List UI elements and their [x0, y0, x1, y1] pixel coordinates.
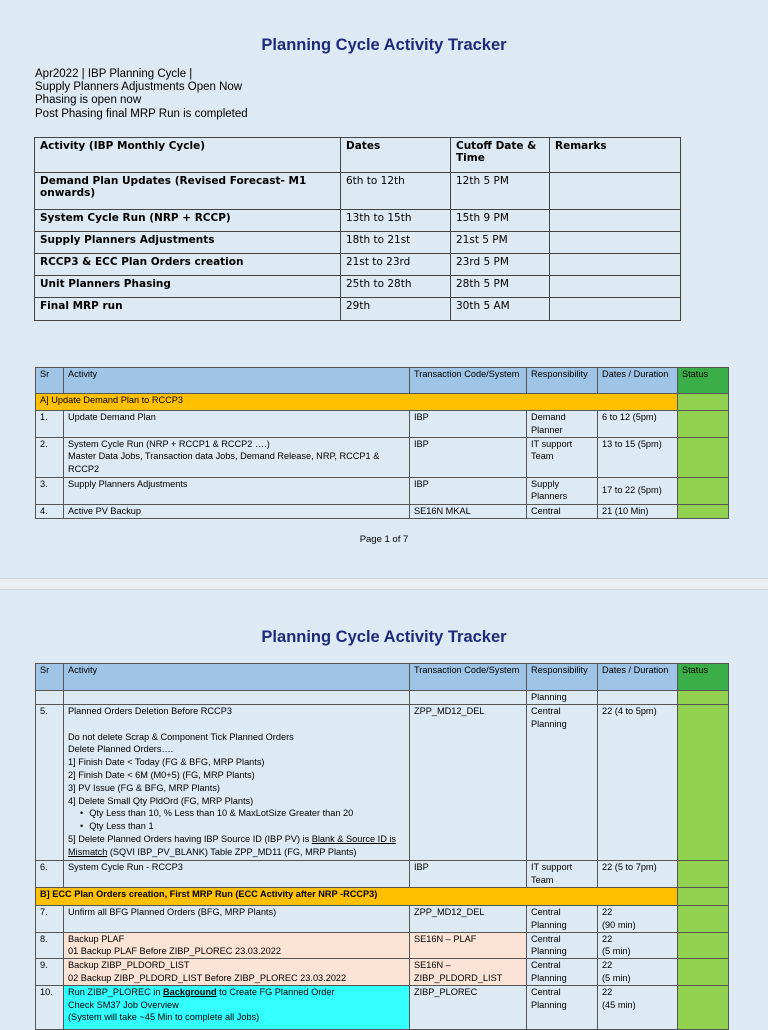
cell-cutoff: 12th 5 PM: [451, 173, 550, 210]
activity-line: [68, 833, 405, 859]
detail-table-page-2: [35, 663, 729, 1030]
cell-dates: 22 (4 to 5pm): [598, 705, 678, 861]
table-row: [36, 504, 729, 518]
cell-sr: 3.: [36, 477, 64, 504]
cell-tcode: ZPP_MD12_DEL: [410, 906, 527, 933]
cell-activity: [64, 932, 410, 959]
cell-activity: Final MRP run: [35, 298, 341, 321]
status-cell: [678, 411, 729, 438]
cell-tcode: [410, 691, 527, 705]
status-cell: [678, 394, 729, 411]
cell-sr: 8.: [36, 932, 64, 959]
cell-tcode: IBP: [410, 437, 527, 477]
cell-dates: 22 (5 to 7pm): [598, 861, 678, 888]
cell-activity: Supply Planners Adjustments: [64, 477, 410, 504]
table-row: [36, 861, 729, 888]
header-dates: Dates / Duration: [598, 664, 678, 691]
activity-line: 4] Delete Small Qty PldOrd (FG, MRP Plants): [68, 795, 254, 806]
table-row: [36, 985, 729, 1029]
intro-line: Phasing is open now: [35, 94, 142, 107]
section-title: B] ECC Plan Orders creation, First MRP Run (ECC Activity after NRP -RCCP3): [36, 888, 678, 906]
status-cell: [678, 477, 729, 504]
cell-activity: System Cycle Run - RCCP3: [64, 861, 410, 888]
section-title: A] Update Demand Plan to RCCP3: [36, 394, 678, 411]
cell-tcode: ZPP_MD12_DEL: [410, 705, 527, 861]
cell-sr: [36, 691, 64, 705]
status-cell: [678, 932, 729, 959]
cell-activity: Active PV Backup: [64, 504, 410, 518]
cell-dates: 6th to 12th: [341, 173, 451, 210]
cell-sr: 4.: [36, 504, 64, 518]
cell-dates: 6 to 12 (5pm): [598, 411, 678, 438]
cell-tcode: ZIBP_PLOREC: [410, 985, 527, 1029]
cell-sr: 5.: [36, 705, 64, 861]
cell-dates: 25th to 28th: [341, 276, 451, 298]
table-row: [36, 906, 729, 933]
activity-line: [68, 718, 405, 731]
page-2: [0, 590, 768, 1024]
cell-dates: 18th to 21st: [341, 232, 451, 254]
activity-line: Check SM37 Job Overview: [68, 999, 179, 1010]
cell-remarks: [550, 276, 681, 298]
table-row: [36, 477, 729, 504]
header-dates: Dates / Duration: [598, 368, 678, 394]
cell-sr: 6.: [36, 861, 64, 888]
dates-line: (5 min): [602, 946, 631, 957]
header-dates: Dates: [341, 138, 451, 173]
cell-dates: 13 to 15 (5pm): [598, 437, 678, 477]
cell-sr: 9.: [36, 959, 64, 986]
bullet-item: • Qty Less than 1: [68, 820, 405, 833]
section-row: [36, 394, 729, 411]
status-cell: [678, 437, 729, 477]
status-cell: [678, 691, 729, 705]
table-row: [35, 210, 681, 232]
table-row: [35, 298, 681, 321]
cell-sr: 2.: [36, 437, 64, 477]
page-separator: [0, 578, 768, 590]
cell-dates: 17 to 22 (5pm): [598, 477, 678, 504]
dates-line: (45 min): [602, 999, 636, 1010]
cell-activity: System Cycle Run (NRP + RCCP): [35, 210, 341, 232]
cell-cutoff: 15th 9 PM: [451, 210, 550, 232]
table-row: [36, 959, 729, 986]
cell-cutoff: 21st 5 PM: [451, 232, 550, 254]
cell-dates: [598, 932, 678, 959]
table-header-row: [35, 138, 681, 173]
status-cell: [678, 504, 729, 518]
cell-activity: [64, 959, 410, 986]
bullet-item: • Qty Less than 10, % Less than 10 & MaxLotSize Greater than 20: [68, 807, 405, 820]
text-span: 5] Delete Planned Orders having IBP Source ID (IBP PV) is: [68, 833, 312, 844]
cell-responsibility: Demand Planner: [527, 411, 598, 438]
header-activity: Activity (IBP Monthly Cycle): [35, 138, 341, 173]
table-row: [35, 276, 681, 298]
activity-line: Delete Planned Orders….: [68, 744, 174, 755]
header-tcode: Transaction Code/System: [410, 368, 527, 394]
header-sr: Sr: [36, 664, 64, 691]
cell-tcode: IBP: [410, 477, 527, 504]
status-cell: [678, 906, 729, 933]
header-remarks: Remarks: [550, 138, 681, 173]
cell-tcode: SE16N – PLAF: [410, 932, 527, 959]
table-row: [36, 437, 729, 477]
cell-activity: RCCP3 & ECC Plan Orders creation: [35, 254, 341, 276]
cell-dates: [598, 906, 678, 933]
status-cell: [678, 959, 729, 986]
cell-activity: [64, 691, 410, 705]
intro-block: [35, 68, 248, 121]
cell-remarks: [550, 232, 681, 254]
dates-line: 22: [602, 960, 613, 971]
dates-line: 22: [602, 907, 613, 917]
header-cutoff: Cutoff Date & Time: [451, 138, 550, 173]
header-status: Status: [678, 664, 729, 691]
page-title: Planning Cycle Activity Tracker: [261, 628, 507, 646]
cell-activity: [64, 705, 410, 861]
text-span: to Create FG Planned Order: [216, 986, 335, 997]
header-status: Status: [678, 368, 729, 394]
status-cell: [678, 861, 729, 888]
cell-responsibility: IT support Team: [527, 861, 598, 888]
activity-line: 3] PV Issue (FG & BFG, MRP Plants): [68, 782, 220, 793]
table-row: [35, 173, 681, 210]
page-title: Planning Cycle Activity Tracker: [261, 36, 507, 54]
cell-activity: Unit Planners Phasing: [35, 276, 341, 298]
summary-table: [34, 137, 681, 321]
header-sr: Sr: [36, 368, 64, 394]
header-responsibility: Responsibility: [527, 368, 598, 394]
intro-line: Supply Planners Adjustments Open Now: [35, 81, 243, 94]
cell-activity: Supply Planners Adjustments: [35, 232, 341, 254]
cell-responsibility: Central Planning: [527, 959, 598, 986]
header-tcode: Transaction Code/System: [410, 664, 527, 691]
cell-responsibility: Planning: [527, 691, 598, 705]
underlined-text: Blank & Source ID is Mismatch: [68, 833, 397, 857]
header-responsibility: Responsibility: [527, 664, 598, 691]
activity-line: 1] Finish Date < Today (FG & BFG, MRP Plants): [68, 757, 265, 768]
cell-dates: 13th to 15th: [341, 210, 451, 232]
cell-dates: 21st to 23rd: [341, 254, 451, 276]
table-row: [36, 932, 729, 959]
cell-activity: Unfirm all BFG Planned Orders (BFG, MRP Plants): [64, 906, 410, 933]
cell-sr: 7.: [36, 906, 64, 933]
table-row: [36, 705, 729, 861]
cell-dates: [598, 985, 678, 1029]
activity-line: 01 Backup PLAF Before ZIBP_PLOREC 23.03.2022: [68, 946, 281, 957]
cell-remarks: [550, 173, 681, 210]
cell-responsibility: Central Planning: [527, 906, 598, 933]
status-cell: [678, 985, 729, 1029]
cell-cutoff: 30th 5 AM: [451, 298, 550, 321]
activity-line: Backup PLAF: [68, 933, 125, 944]
tcode-line: ZIBP_PLDORD_LIST: [414, 972, 503, 983]
cell-tcode: IBP: [410, 861, 527, 888]
cell-dates: 29th: [341, 298, 451, 321]
page-footer: Page 1 of 7: [359, 534, 409, 545]
table-header-row: [36, 664, 729, 691]
activity-line: [68, 986, 405, 999]
table-row: [35, 254, 681, 276]
cell-responsibility: Central Planning: [527, 932, 598, 959]
activity-line: 02 Backup ZIBP_PLDORD_LIST Before ZIBP_PLOREC 23.03.2022: [68, 972, 347, 983]
cell-responsibility: IT support Team: [527, 437, 598, 477]
cell-responsibility: Central Planning: [527, 705, 598, 861]
cell-responsibility: Central: [527, 504, 598, 518]
cell-responsibility: Central Planning: [527, 985, 598, 1029]
cell-tcode: [410, 959, 527, 986]
cell-activity: [64, 985, 410, 1029]
dates-line: 22: [602, 933, 613, 944]
cell-cutoff: 23rd 5 PM: [451, 254, 550, 276]
dates-line: (5 min): [602, 972, 631, 983]
cell-activity: Update Demand Plan: [64, 411, 410, 438]
cell-cutoff: 28th 5 PM: [451, 276, 550, 298]
tcode-line: SE16N –: [414, 960, 451, 971]
cell-tcode: IBP: [410, 411, 527, 438]
intro-line: Apr2022 | IBP Planning Cycle |: [35, 68, 193, 80]
table-row: [36, 411, 729, 438]
section-row: [36, 888, 729, 906]
cell-dates: 21 (10 Min): [598, 504, 678, 518]
cell-dates: [598, 959, 678, 986]
activity-line: System Cycle Run (NRP + RCCP1 & RCCP2 ….): [68, 438, 270, 449]
cell-remarks: [550, 298, 681, 321]
table-row: [36, 691, 729, 705]
table-header-row: [36, 368, 729, 394]
text-span: (SQVI IBP_PV_BLANK) Table ZPP_MD11 (FG, MRP Plants): [107, 846, 357, 857]
activity-line: Backup ZIBP_PLDORD_LIST: [68, 960, 190, 971]
activity-line: (System will take ~45 Min to complete all Jobs): [68, 1012, 260, 1023]
cell-responsibility: Supply Planners: [527, 477, 598, 504]
cell-tcode: SE16N MKAL: [410, 504, 527, 518]
dates-line: 22: [602, 986, 613, 997]
dates-line: (90 min): [602, 919, 636, 930]
cell-remarks: [550, 254, 681, 276]
status-cell: [678, 888, 729, 906]
activity-line: Planned Orders Deletion Before RCCP3: [68, 706, 232, 716]
cell-remarks: [550, 210, 681, 232]
underlined-text: Background: [162, 986, 217, 997]
cell-activity: Demand Plan Updates (Revised Forecast- M1 onwards): [35, 173, 341, 210]
detail-table-page-1: [35, 367, 729, 519]
cell-dates: [598, 691, 678, 705]
table-row: [35, 232, 681, 254]
activity-line: Do not delete Scrap & Component Tick Planned Orders: [68, 731, 294, 742]
header-activity: Activity: [64, 368, 410, 394]
intro-line: Post Phasing final MRP Run is completed: [35, 107, 248, 120]
header-activity: Activity: [64, 664, 410, 691]
cell-sr: 10.: [36, 985, 64, 1029]
text-span: Run ZIBP_PLOREC in: [68, 986, 163, 997]
status-cell: [678, 705, 729, 861]
cell-sr: 1.: [36, 411, 64, 438]
cell-activity: [64, 437, 410, 477]
activity-line: 2] Finish Date < 6M (M0+5) (FG, MRP Plants): [68, 769, 255, 780]
activity-line: Master Data Jobs, Transaction data Jobs, Demand Release, NRP, RCCP1 & RCCP2: [68, 451, 380, 475]
